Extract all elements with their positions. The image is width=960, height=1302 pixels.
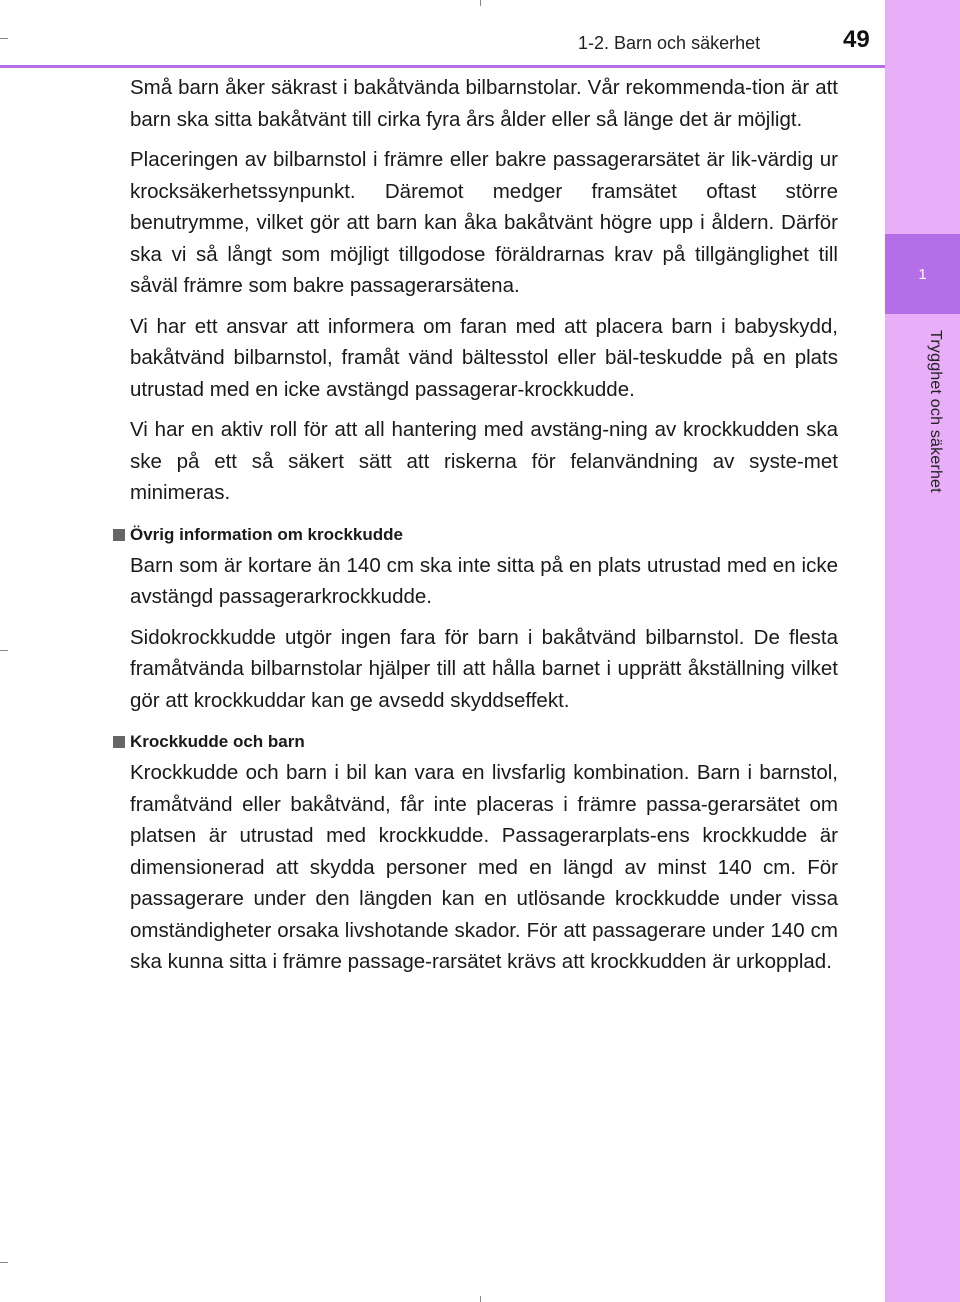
crop-mark: [480, 0, 481, 6]
crop-mark: [0, 38, 8, 39]
paragraph: Barn som är kortare än 140 cm ska inte sitta på en plats utrustad med en icke avstängd passagerarkrockkudde.: [130, 553, 838, 608]
section-header: 1-2. Barn och säkerhet: [578, 33, 761, 53]
page-number: 49: [843, 26, 870, 53]
crop-mark: [0, 1262, 8, 1263]
crop-mark: [480, 1296, 481, 1302]
crop-mark: [0, 650, 8, 651]
chapter-title: Trygghet och säkerhet: [927, 330, 944, 493]
chapter-number: 1: [918, 265, 927, 283]
paragraph: Vi har en aktiv roll för att all hantering med avstäng-ning av krockkudden ska ske på ett så säkert sätt att riskerna för felanvändning av syste-met minimeras.: [130, 418, 838, 504]
section-heading: [113, 730, 838, 754]
section-heading-text: Övrig information om krockkudde: [130, 524, 403, 544]
section-heading-text: Krockkudde och barn: [130, 732, 305, 751]
paragraph: Sidokrockkudde utgör ingen fara för barn i bakåtvänd bilbarnstol. De flesta framåtvända bilbarnstolar hjälper till att hålla barnet i upprätt åkställning vilket gör att krockkuddar kan ge avsedd skyddseffekt.: [130, 625, 838, 712]
bullet-square-icon: [113, 736, 125, 748]
paragraph: Vi har ett ansvar att informera om faran med att placera barn i babyskydd, bakåtvänd bilbarnstol, framåt vänd bältesstol eller bäl-teskudde på en plats utrustad med en icke avstängd passagerar-krockkudde.: [130, 314, 838, 401]
bullet-square-icon: [113, 529, 125, 541]
paragraph: Små barn åker säkrast i bakåtvända bilbarnstolar. Vår rekommenda-tion är att barn ska sitta bakåtvänt till cirka fyra års ålder eller så länge det är möjligt.: [130, 76, 838, 131]
page-content: [113, 72, 838, 987]
paragraph: Krockkudde och barn i bil kan vara en livsfarlig kombination. Barn i barnstol, framåtvänd eller bakåtvänd, får inte placeras i främre passa-gerarsätet om platsen är utrustad med krockkudde. Passagerarplats-ens krockkudde är dimensionerad att skydda personer med en längd av minst 140 cm. För passagerare under den längden kan en utlösande krockkudde under vissa omständigheter orsaka livshotande skador. För att passagerare under 140 cm ska kunna sitta i främre passage-rarsätet krävs att krockkudden är urkopplad.: [130, 761, 838, 973]
paragraph: Placeringen av bilbarnstol i främre eller bakre passagerarsätet är lik-värdig ur krocksäkerhetssynpunkt. Däremot medger framsätet oftast större benutrymme, vilket gör att barn kan åka bakåtvänt högre upp i åldern. Därför ska vi så långt som möjligt tillgodose föräldrarnas krav på tillgänglighet till såväl främre som bakre passagerarsätena.: [130, 148, 838, 297]
chapter-tab[interactable]: [885, 234, 960, 314]
chapter-sidebar: [885, 0, 960, 1302]
section-heading: [113, 523, 838, 547]
header-rule: [0, 65, 885, 68]
